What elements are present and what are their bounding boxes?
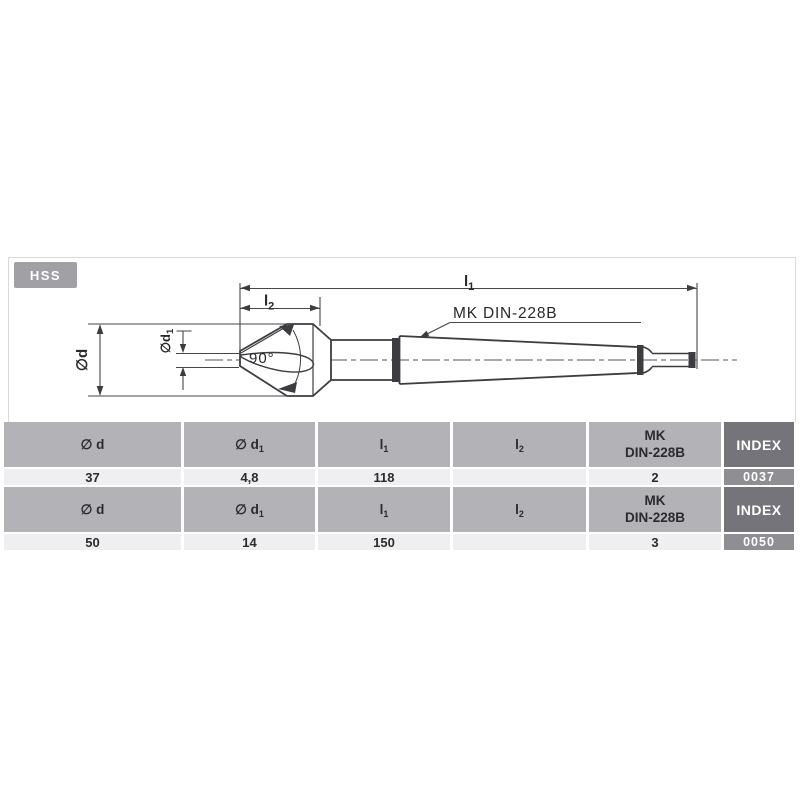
header-cell-d: ∅ d xyxy=(4,422,181,467)
header-cell-mk: MK DIN-228B xyxy=(589,487,721,532)
leader-line xyxy=(421,323,641,338)
value-cell-mk: 2 xyxy=(589,469,721,485)
value-cell-l2 xyxy=(453,534,586,550)
material-badge-label: HSS xyxy=(29,267,62,283)
value-cell-l1: 118 xyxy=(318,469,450,485)
tang-end-cap xyxy=(689,352,696,368)
angle-label: 90° xyxy=(249,350,275,367)
header-cell-l2: l 2 xyxy=(453,487,586,532)
value-cell-mk: 3 xyxy=(589,534,721,550)
header-cell-index: INDEX xyxy=(724,487,794,532)
header-cell-index: INDEX xyxy=(724,422,794,467)
value-cell-l1: 150 xyxy=(318,534,450,550)
value-cell-index: 0050 xyxy=(724,534,794,550)
value-cell-d: 37 xyxy=(4,469,181,485)
header-cell-l1: l 1 xyxy=(318,422,450,467)
tool-dark-bands xyxy=(278,325,696,394)
header-cell-d: ∅ d xyxy=(4,487,181,532)
value-cell-d1: 14 xyxy=(184,534,315,550)
value-cell-index: 0037 xyxy=(724,469,794,485)
header-cell-d1: ∅ d 1 xyxy=(184,487,315,532)
technical-drawing xyxy=(0,256,800,426)
value-cell-d: 50 xyxy=(4,534,181,550)
spec-table xyxy=(4,422,794,550)
header-cell-l1: l 1 xyxy=(318,487,450,532)
taper-standard-label: MK DIN-228B xyxy=(453,305,558,322)
dim-label-d: ∅d xyxy=(74,348,91,372)
value-cell-d1: 4,8 xyxy=(184,469,315,485)
header-cell-d1: ∅ d 1 xyxy=(184,422,315,467)
dim-label-l1: $l_1$ xyxy=(464,273,475,293)
dim-line-d1 xyxy=(177,331,192,390)
header-cell-l2: l 2 xyxy=(453,422,586,467)
dim-label-l2: $l_2$ xyxy=(264,292,275,313)
header-cell-mk: MK DIN-228B xyxy=(589,422,721,467)
value-cell-l2 xyxy=(453,469,586,485)
dim-label-d1: $\emptyset d_1$ xyxy=(158,328,176,354)
